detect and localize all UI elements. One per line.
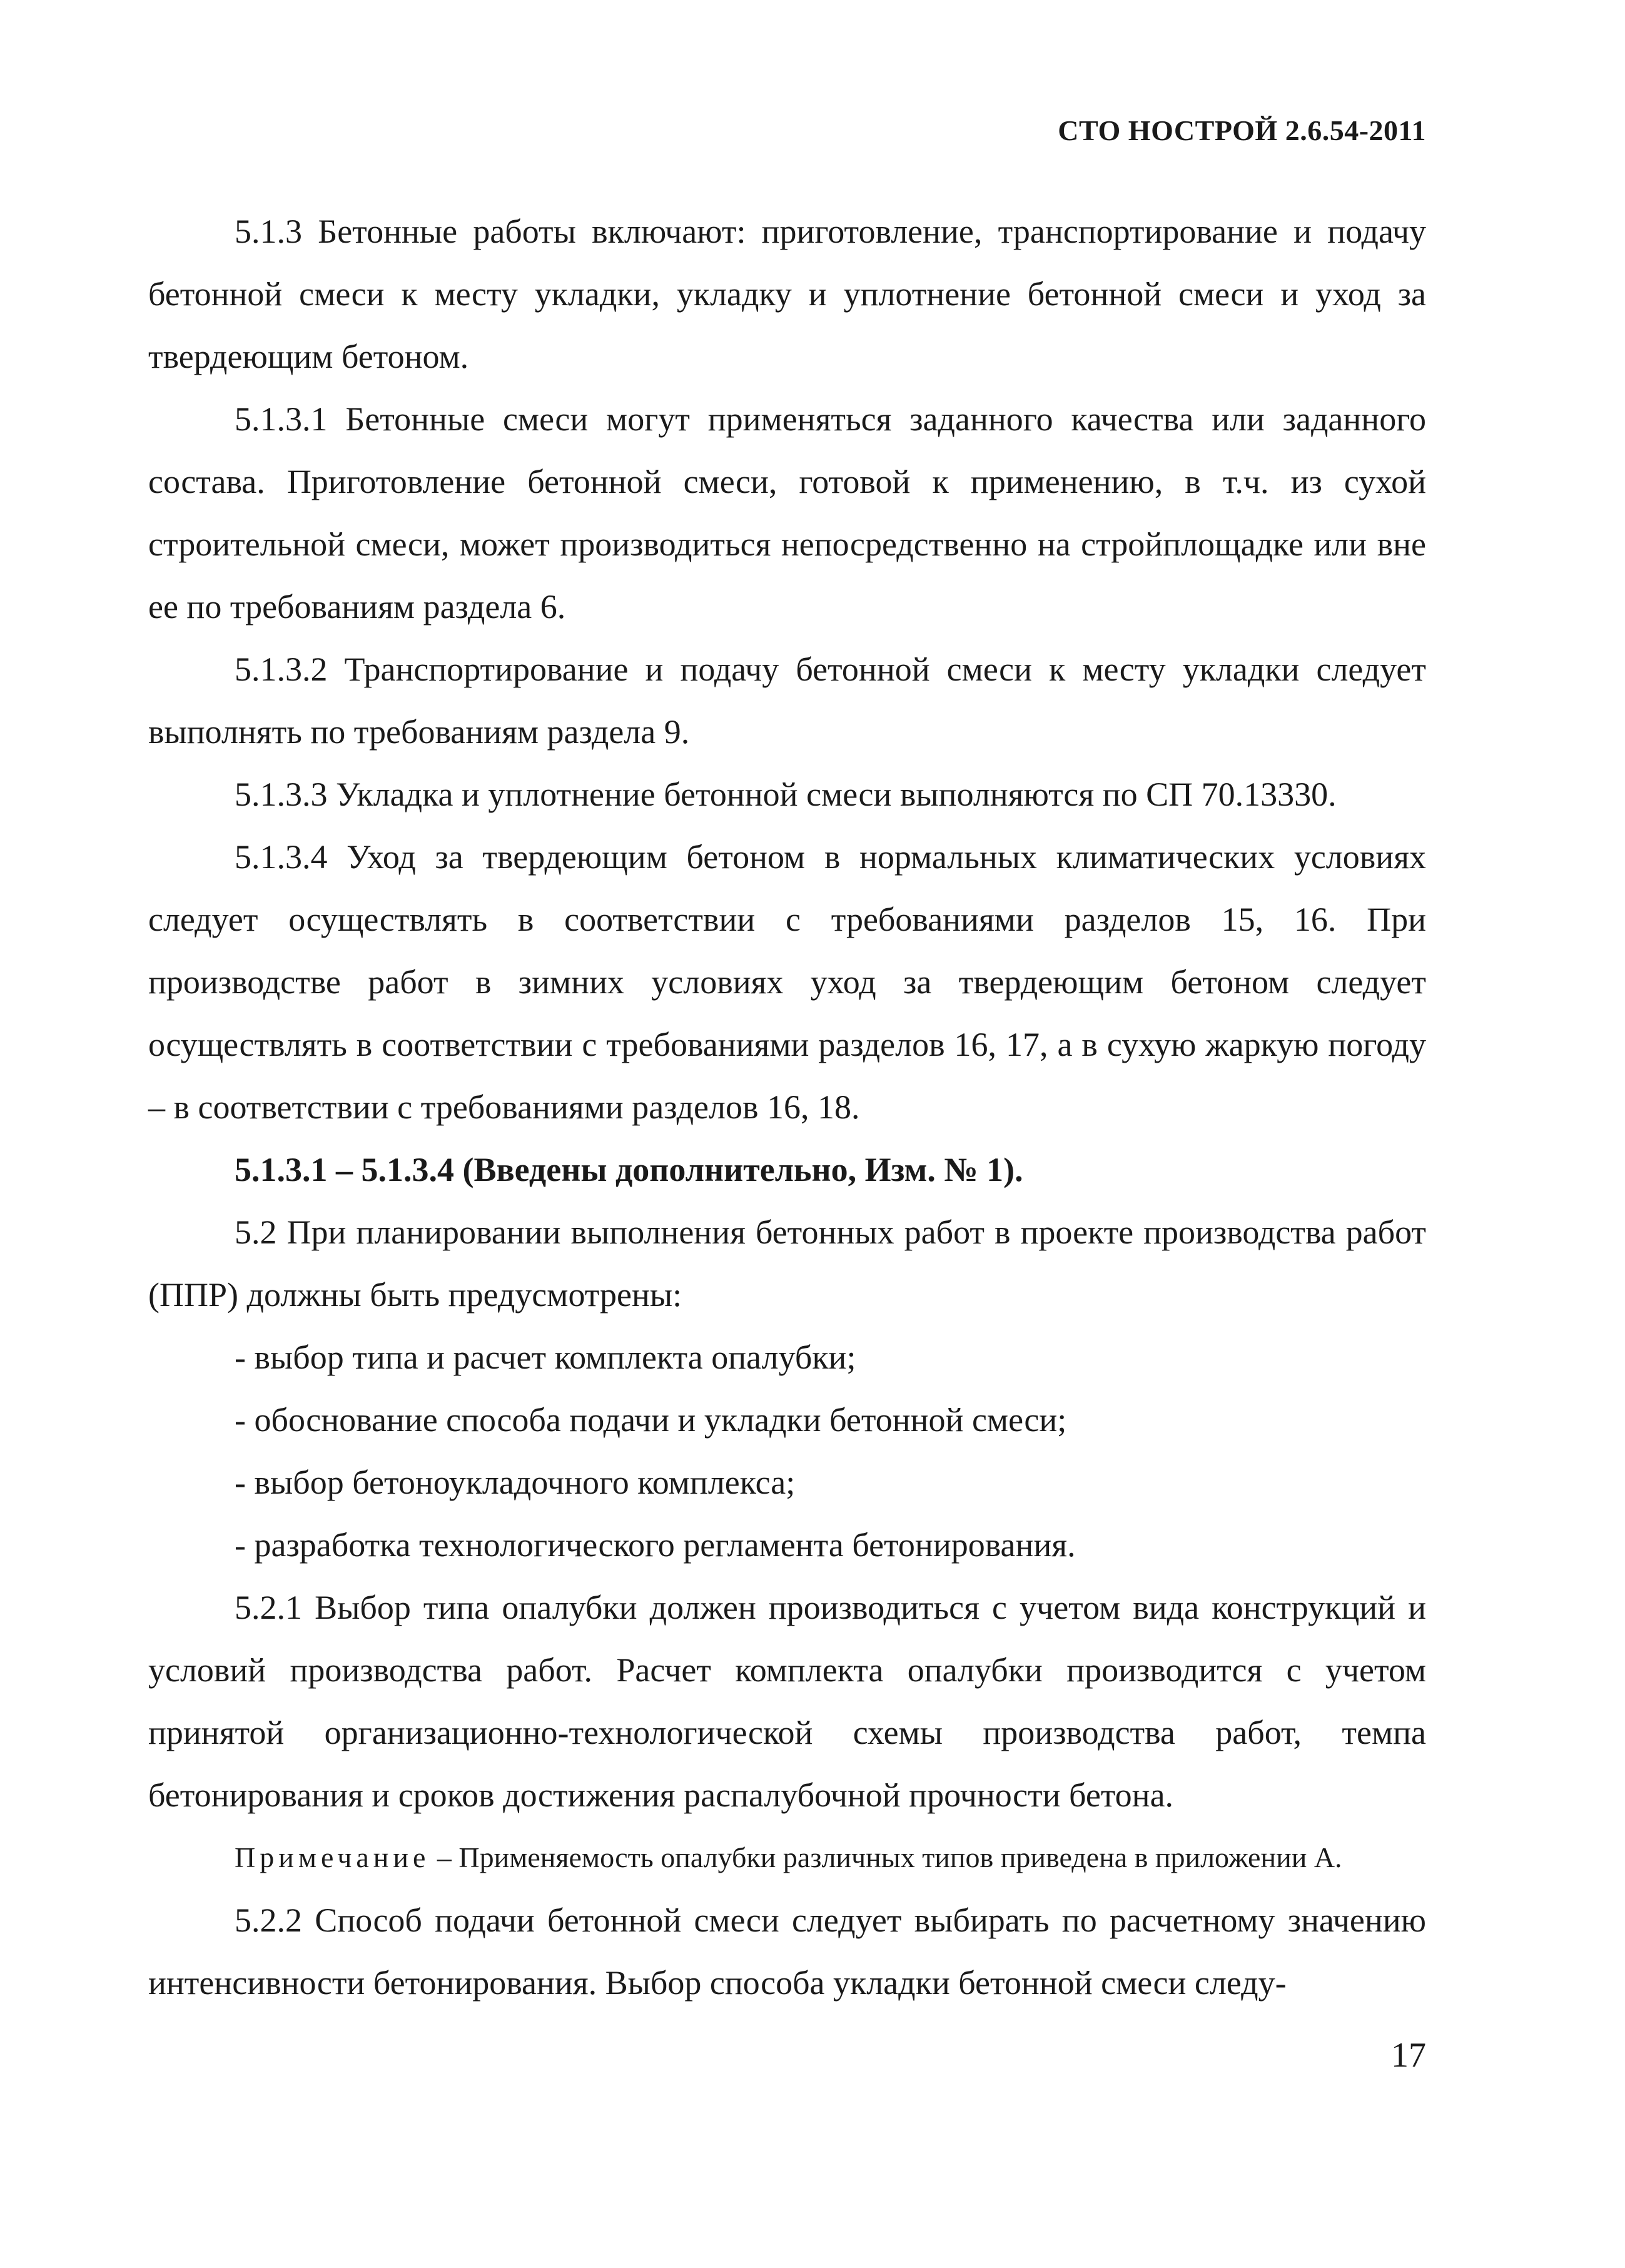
amendment-note: 5.1.3.1 – 5.1.3.4 (Введены дополнительно, Изм. № 1). — [235, 1151, 1023, 1188]
document-body — [148, 200, 1426, 2014]
document-code-header: СТО НОСТРОЙ 2.6.54-2011 — [1058, 114, 1426, 146]
list-item: - разработка технологического регламента бетонирования. — [235, 1526, 1076, 1564]
paragraph-5-2-2: 5.2.2 Способ подачи бетонной смеси следует выбирать по расчетному значению интенсивности бетонирования. Выбор способа укладки бетонной смеси следу- — [148, 1901, 1426, 2002]
list-item: - выбор бетоноукладочного комплекса; — [235, 1464, 796, 1501]
paragraph-5-1-3: 5.1.3 Бетонные работы включают: приготовление, транспортирование и подачу бетонной смеси к месту укладки, укладку и уплотнение бетонной смеси и уход за твердеющим бетоном. — [148, 213, 1426, 375]
note — [148, 1829, 1426, 1886]
list-item: - выбор типа и расчет комплекта опалубки; — [235, 1339, 856, 1376]
page-number: 17 — [1391, 2036, 1426, 2075]
paragraph-5-2-1: 5.2.1 Выбор типа опалубки должен производиться с учетом вида конструкций и условий производства работ. Расчет комплекта опалубки производится с учетом принятой организационно-технологической схемы производства работ, темпа бетонирования и сроков достижения распалубочной прочности бетона. — [148, 1589, 1426, 1814]
note-label: Примечание — [235, 1841, 430, 1873]
paragraph-5-1-3-4: 5.1.3.4 Уход за твердеющим бетоном в нормальных климатических условиях следует осуществлять в соответствии с требованиями разделов 15, 16. При производстве работ в зимних условиях уход за твердеющим бетоном следует осуществлять в соответствии с требованиями разделов 16, 17, а в сухую жаркую погоду – в соответствии с требованиями разделов 16, 18. — [148, 838, 1426, 1126]
paragraph-5-1-3-3: 5.1.3.3 Укладка и уплотнение бетонной смеси выполняются по СП 70.13330. — [235, 776, 1337, 813]
paragraph-5-1-3-2: 5.1.3.2 Транспортирование и подачу бетонной смеси к месту укладки следует выполнять по требованиям раздела 9. — [148, 651, 1426, 751]
paragraph-5-2: 5.2 При планировании выполнения бетонных работ в проекте производства работ (ППР) должны быть предусмотрены: — [148, 1213, 1426, 1314]
paragraph-5-1-3-1: 5.1.3.1 Бетонные смеси могут применяться заданного качества или заданного состава. Приготовление бетонной смеси, готовой к применению, в т.ч. из сухой строительной смеси, может производиться непосредственно на стройплощадке или вне ее по требованиям раздела 6. — [148, 400, 1426, 625]
note-text: – Применяемость опалубки различных типов приведена в приложении А. — [430, 1841, 1342, 1873]
list-item: - обоснование способа подачи и укладки бетонной смеси; — [235, 1401, 1067, 1439]
